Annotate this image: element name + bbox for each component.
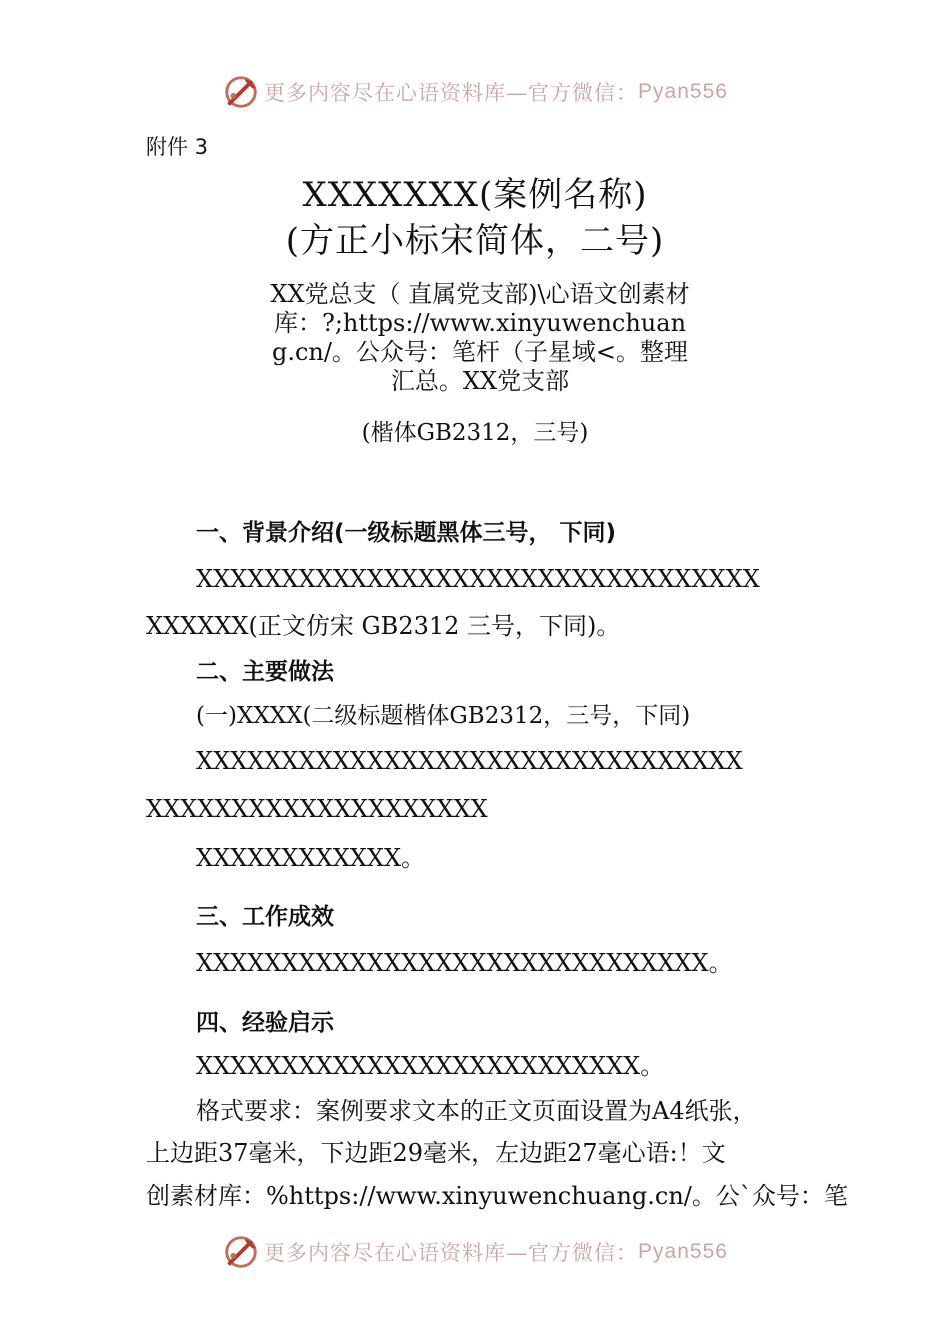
section-heading-practices: 二、主要做法 <box>196 659 334 685</box>
watermark-banner-top <box>0 72 950 112</box>
subsection-heading: (一)XXXX(二级标题楷体GB2312，三号，下同) <box>196 703 691 729</box>
body-text-line: XXXXXXXXXXXXXXXXXXXX <box>146 795 488 823</box>
unit-format-note: (楷体GB2312，三号) <box>361 420 589 446</box>
attachment-label: 附件 3 <box>146 135 209 159</box>
format-requirement-line: 上边距37毫米，下边距29毫米，左边距27毫心语:！文 <box>146 1139 726 1167</box>
section-heading-results: 三、工作成效 <box>196 904 334 930</box>
logo-pen-icon <box>222 1233 260 1271</box>
case-title-format-note: (方正小标宋简体，二号) <box>285 221 665 261</box>
body-text-line: XXXXXXXXXXXX。 <box>196 844 426 872</box>
watermark-text: 更多内容尽在心语资料库—官方微信： <box>264 81 639 105</box>
body-text-line: XXXXXX(正文仿宋 GB2312 三号，下同)。 <box>146 612 621 640</box>
watermark-brand: Pyan556 <box>638 80 728 103</box>
unit-name: XX党总支（ 直属党支部)\心语文创素材库：?;https://www.xinyuwenchuang.cn/。公众号：笔杆（子星域<。整理汇总。XX党支部 <box>270 280 690 395</box>
format-requirement-line: 创素材库：%https://www.xinyuwenchuang.cn/。公`众号：笔 <box>146 1182 848 1210</box>
logo-pen-icon <box>222 73 260 111</box>
section-heading-lessons: 四、经验启示 <box>196 1010 334 1036</box>
watermark-brand: Pyan556 <box>638 1240 728 1263</box>
case-title: XXXXXXX(案例名称) <box>302 175 648 215</box>
body-text-line: XXXXXXXXXXXXXXXXXXXXXXXXXXXXXXXXX <box>196 565 760 593</box>
body-text-line: XXXXXXXXXXXXXXXXXXXXXXXXXXXXXXXX <box>196 747 743 775</box>
body-text-line: XXXXXXXXXXXXXXXXXXXXXXXXXXXXXX。 <box>196 949 733 977</box>
section-heading-background: 一、背景介绍(一级标题黑体三号， 下同) <box>196 520 617 546</box>
watermark-banner-bottom <box>0 1232 950 1272</box>
body-text-line: XXXXXXXXXXXXXXXXXXXXXXXXXX。 <box>196 1052 665 1080</box>
format-requirement-line: 格式要求：案例要求文本的正文页面设置为A4纸张， <box>196 1097 757 1125</box>
watermark-text: 更多内容尽在心语资料库—官方微信： <box>264 1241 639 1265</box>
